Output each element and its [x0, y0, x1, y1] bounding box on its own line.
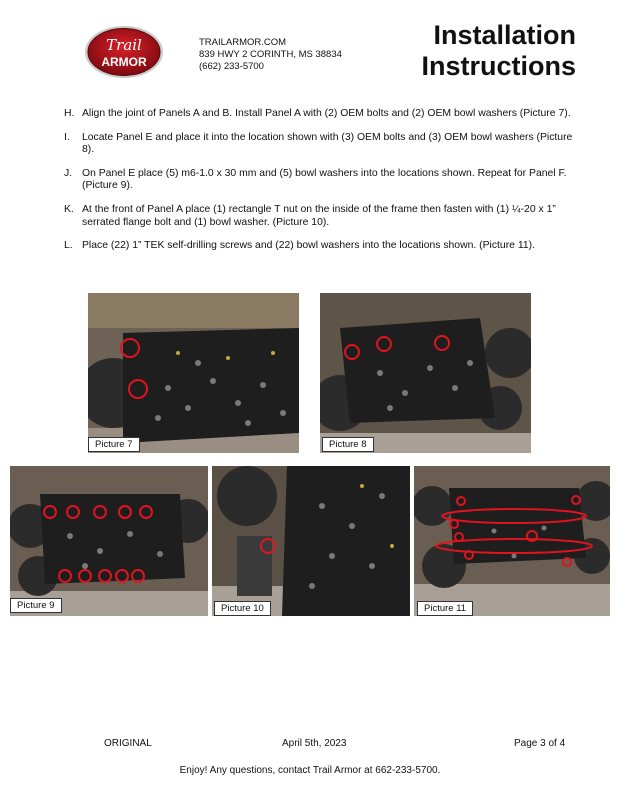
picture-10-photo — [212, 466, 410, 616]
step-k: K. At the front of Panel A place (1) rectangle T nut on the inside of the frame then fasten with (1) ¼-20 x 1” serrated flange bolt and (1) bowl washer. (Picture 10). — [64, 203, 556, 228]
picture-11-caption: Picture 11 — [417, 601, 473, 616]
footer-contact-note: Enjoy! Any questions, contact Trail Armor at 662-233-5700. — [179, 765, 441, 776]
trail-armor-logo — [84, 25, 164, 79]
company-contact — [199, 37, 342, 73]
address: 839 HWY 2 CORINTH, MS 38834 — [199, 49, 342, 60]
page-title: Installation Instructions — [421, 20, 576, 81]
picture-7-caption: Picture 7 — [88, 437, 140, 452]
footer-date: April 5th, 2023 — [282, 738, 347, 749]
step-h: H. Align the joint of Panels A and B. Install Panel A with (2) OEM bolts and (2) OEM bowl washers (Picture 7). — [64, 108, 571, 119]
footer-page-number: Page 3 of 4 — [514, 738, 566, 749]
svg-text:Trail: Trail — [106, 36, 142, 54]
picture-9-caption: Picture 9 — [10, 598, 62, 613]
phone: (662) 233-5700 — [199, 61, 264, 72]
website: TRAILARMOR.COM — [199, 37, 287, 48]
picture-8-caption: Picture 8 — [322, 437, 374, 452]
footer-original: ORIGINAL — [104, 738, 152, 749]
step-i: I. Locate Panel E and place it into the location shown with (3) OEM bolts and (3) OEM bowl washers (Picture 8). — [64, 131, 573, 156]
picture-8-photo — [320, 293, 531, 453]
picture-10-caption: Picture 10 — [214, 601, 271, 616]
picture-7-photo — [88, 293, 299, 453]
step-j: J. On Panel E place (5) m6-1.0 x 30 mm and (5) bowl washers into the locations shown. Repeat for Panel F. (Picture 9). — [64, 167, 567, 192]
step-l: L. Place (22) 1” TEK self-drilling screws and (22) bowl washers into the locations shown. (Picture 11). — [64, 240, 535, 252]
svg-text:ARMOR: ARMOR — [101, 55, 147, 69]
instruction-steps — [64, 108, 584, 264]
picture-11-photo — [414, 466, 610, 616]
picture-9-photo — [10, 466, 208, 616]
